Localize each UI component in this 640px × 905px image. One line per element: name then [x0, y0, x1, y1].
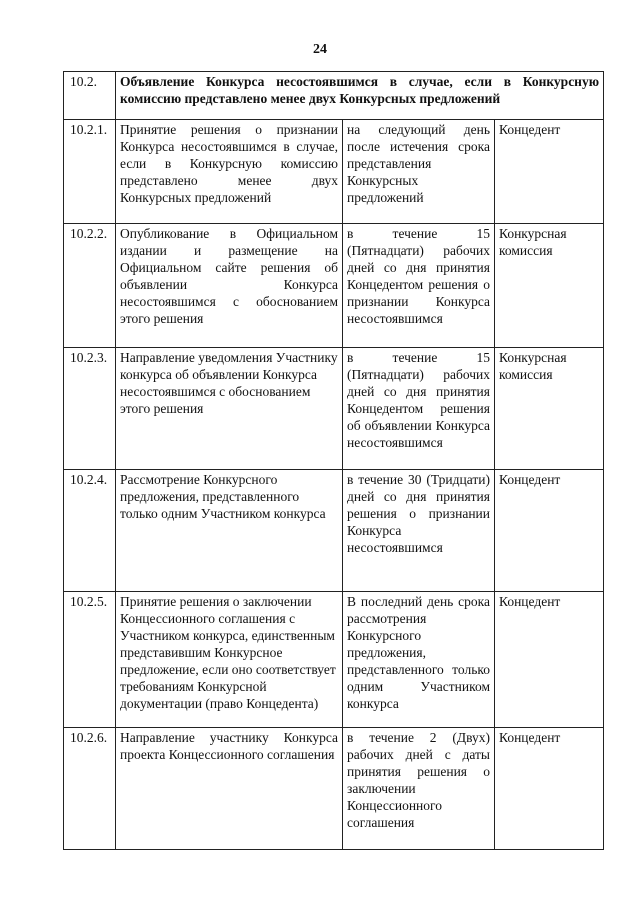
row-term: В последний день срока рассмотрения Конкурсного предложения, представленного только одним Участником конкурса [343, 592, 495, 728]
row-term: в течение 15 (Пятнадцати) рабочих дней со дня принятия Концедентом решения об объявлении Конкурса несостоявшимся [343, 348, 495, 470]
row-action: Рассмотрение Конкурсного предложения, представленного только одним Участником конкурса [116, 470, 343, 592]
row-number: 10.2.5. [64, 592, 116, 728]
row-responsible: Концедент [495, 470, 604, 592]
table-row [64, 224, 604, 348]
row-number: 10.2.1. [64, 120, 116, 224]
table-row [64, 592, 604, 728]
table-row [64, 120, 604, 224]
row-responsible: Конкурсная комиссия [495, 224, 604, 348]
row-action: Направление участнику Конкурса проекта Концессионного соглашения [116, 728, 343, 850]
section-number: 10.2. [64, 72, 116, 120]
row-responsible: Концедент [495, 592, 604, 728]
row-action: Принятие решения о признании Конкурса несостоявшимся в случае, если в Конкурсную комиссию представлено менее двух Конкурсных предложений [116, 120, 343, 224]
row-number: 10.2.2. [64, 224, 116, 348]
row-number: 10.2.3. [64, 348, 116, 470]
row-responsible: Концедент [495, 120, 604, 224]
row-responsible: Конкурсная комиссия [495, 348, 604, 470]
row-action: Направление уведомления Участнику конкурса об объявлении Конкурса несостоявшимся с обоснованием этого решения [116, 348, 343, 470]
row-term: в течение 15 (Пятнадцати) рабочих дней со дня принятия Концедентом решения о признании Конкурса несостоявшимся [343, 224, 495, 348]
section-header-row [64, 72, 604, 120]
row-term: в течение 30 (Тридцати) дней со дня принятия решения о признании Конкурса несостоявшимся [343, 470, 495, 592]
table-row [64, 470, 604, 592]
procedure-table [63, 71, 604, 850]
table-row [64, 348, 604, 470]
row-number: 10.2.6. [64, 728, 116, 850]
table-row [64, 728, 604, 850]
row-number: 10.2.4. [64, 470, 116, 592]
row-action: Опубликование в Официальном издании и размещение на Официальном сайте решения об объявлении Конкурса несостоявшимся с обоснованием этого решения [116, 224, 343, 348]
row-term: в течение 2 (Двух) рабочих дней с даты принятия решения о заключении Концессионного соглашения [343, 728, 495, 850]
section-title: Объявление Конкурса несостоявшимся в случае, если в Конкурсную комиссию представлено менее двух Конкурсных предложений [116, 72, 604, 120]
row-responsible: Концедент [495, 728, 604, 850]
page-number: 24 [313, 42, 327, 57]
row-term: на следующий день после истечения срока представления Конкурсных предложений [343, 120, 495, 224]
row-action: Принятие решения о заключении Концессионного соглашения с Участником конкурса, единственным представившим Конкурсное предложение, если оно соответствует требованиям Конкурсной документации (право Концедента) [116, 592, 343, 728]
